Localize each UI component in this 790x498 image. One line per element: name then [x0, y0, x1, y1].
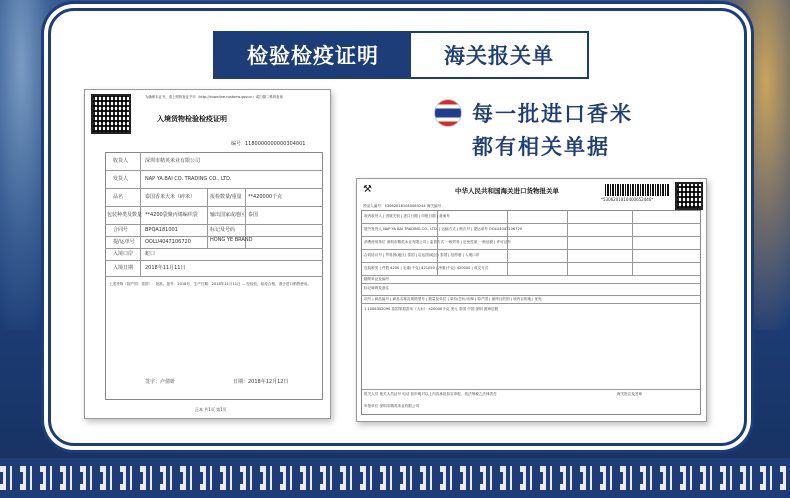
declaration-row: 境内收货人 | 进境关别 | 进口日期 | 申报日期 | 备案号	[364, 214, 450, 218]
row-label: 包装种类及数量	[107, 212, 143, 218]
declaration-row: 消费使用单位 深圳市精英米业有限公司 | 监管方式 一般贸易 | 征免性质 一般征税 | 许可证号	[364, 240, 511, 244]
bottom-pattern-overlay	[0, 472, 790, 484]
certificate-date: 日期：2018年12月12日	[233, 379, 289, 385]
declaration-declarant: 申报单位 深圳市精英米业有限公司	[364, 404, 420, 408]
row-value: 深圳市精英米业有限公司	[145, 158, 201, 164]
declaration-title: 中华人民共和国海关进口货物报关单	[455, 187, 559, 195]
row-value: **420000千克	[248, 194, 283, 200]
declaration-row: 境外发货人 NAP YA BAI TRADING CO., LTD. | 运输方式 | 航次号 | 提运单号 OOLU4047106720	[364, 227, 523, 231]
barcode-text: *5306201810400652446*	[601, 197, 654, 202]
declaration-meta: 预录入编号：530620181040065244 海关编号：	[363, 204, 445, 208]
declaration-row: 包装种类 | 件数 4200 | 毛重(千克) 421050 | 净重(千克) 420000 | 成交方式	[364, 266, 489, 270]
row-label: 合同号	[113, 227, 129, 233]
row-value: 泰国香米大米（碎米）	[145, 194, 196, 200]
row-label: 入境口岸	[113, 251, 134, 257]
row-value: BPQA181001	[145, 227, 178, 233]
declaration-footer-left: 报关人员 报关人员证号 电话 兹申明对以上内容承担如实申报、依法纳税之法律责任	[364, 392, 497, 396]
declaration-footer-right: 海关批注及签章	[617, 392, 643, 396]
customs-emblem-icon: ⚒	[363, 184, 372, 195]
certificate-title: 入境货物检验检疫证明	[157, 115, 227, 123]
thailand-flag-icon	[434, 99, 462, 127]
row-value: HONG YE BRAND	[210, 237, 253, 243]
row-value: **4200袋聚丙烯编织袋	[145, 212, 198, 218]
row-label: 发货人	[113, 176, 129, 182]
row-label: 报检数量/重量	[210, 194, 242, 200]
declaration-row: 标记唛码及备注	[364, 286, 390, 290]
caption-line-1: 每一批进口香米	[472, 102, 633, 126]
row-label: 入境日期	[113, 265, 134, 271]
customs-declaration-document	[356, 178, 707, 422]
row-label: 标记及号码	[210, 227, 236, 233]
row-value: 蛇口	[145, 251, 156, 257]
row-value: 2018年11月11日	[145, 265, 186, 271]
row-value: OOLU4047106720	[145, 239, 191, 245]
certificate-number: 1180000000000304001	[245, 141, 306, 147]
tab-customs-declaration: 海关报关单	[444, 44, 554, 68]
caption-line-2: 都有相关单据	[472, 135, 610, 159]
row-label: 输出国家或地区	[210, 212, 246, 218]
certificate-header-note: 为确保本证书，请上网核查证书号（http://ciqonline.customs.gov.cn）或扫描二维码查询	[145, 95, 283, 99]
row-label: 提/运单号	[113, 239, 135, 245]
declaration-row: 随附单证及编号	[364, 277, 390, 281]
item-row: 1 1006302090 泰国茉莉香米（大米） 420000千克 美元 泰国 中国 深圳 照章征税	[364, 307, 499, 311]
barcode-icon	[605, 184, 669, 196]
item-table-header: 项号 | 商品编号 | 商品名称及规格型号 | 数量及单位 | 单价/总价/币制 | 原产国 | 最终目的国 | 境内目的地 | 征免	[364, 297, 542, 301]
declaration-row: 合同协议号 | 贸易国(地区) 泰国 | 启运国(地区) 泰国 | 经停港 | 入境口岸	[364, 253, 480, 257]
row-value: NAP YA.BAI CO. TRADING CO., LTD.	[145, 176, 232, 182]
qr-code-icon	[675, 182, 703, 210]
certificate-number-label: 编号	[231, 141, 242, 147]
tab-inspection-certificate: 检验检疫证明	[215, 33, 411, 77]
certificate-footer: 正本 共1页 第1页	[195, 407, 227, 412]
row-value: 泰国	[248, 212, 259, 218]
row-label: 品名	[113, 194, 124, 200]
row-label: 收货人	[113, 158, 129, 164]
qr-code-icon	[91, 94, 131, 134]
certificate-remark: 上述货物（除产国：泰国）：批准。批号：2018号，生产日期：2018年11月11日 ... 经检验，检疫合格，准予进口销售使用。	[109, 282, 312, 286]
certificate-signatory: 签字：卢倩妍	[145, 379, 176, 385]
inspection-certificate-document	[84, 89, 331, 419]
header-tabs	[213, 31, 589, 79]
